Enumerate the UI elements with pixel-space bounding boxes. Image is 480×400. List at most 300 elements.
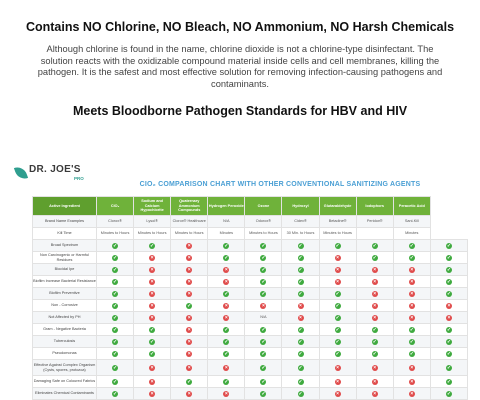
cross-icon: ×: [299, 314, 302, 321]
check-icon: ✓: [335, 242, 340, 249]
cross-icon: ×: [187, 314, 191, 321]
table-cell: [393, 348, 430, 360]
cross-icon: ×: [410, 266, 414, 273]
table-cell: [134, 264, 171, 276]
table-cell: Clorox® Healthcare: [171, 216, 208, 228]
table-cell: [282, 240, 319, 252]
table-cell: [393, 264, 430, 276]
table-cell: Minutes to Hours: [171, 228, 208, 240]
table-cell: [134, 240, 171, 252]
dr-joes-logo: [16, 163, 86, 185]
check-icon: ✓: [335, 326, 340, 333]
table-cell: [319, 336, 356, 348]
table-cell: [282, 288, 319, 300]
table-cell: [356, 252, 393, 264]
check-icon: ✓: [112, 326, 118, 333]
table-cell: [171, 388, 208, 400]
table-cell: [282, 312, 319, 324]
table-cell: [393, 312, 430, 324]
table-cell: N/A: [208, 216, 245, 228]
table-cell: [245, 288, 282, 300]
table-row: [33, 276, 468, 288]
cross-icon: ×: [447, 302, 451, 309]
table-row: [33, 360, 468, 376]
table-cell: [208, 264, 245, 276]
table-row: [33, 312, 468, 324]
check-icon: ✓: [112, 314, 118, 321]
table-cell: [282, 348, 319, 360]
table-row: [33, 324, 468, 336]
check-icon: ✓: [261, 350, 266, 357]
table-row: [33, 288, 468, 300]
check-icon: ✓: [261, 338, 266, 345]
table-cell: Cidex®: [282, 216, 319, 228]
table-cell: [208, 336, 245, 348]
table-cell: [319, 324, 356, 336]
table-cell: [171, 240, 208, 252]
check-icon: ✓: [446, 338, 452, 345]
check-icon: ✓: [112, 266, 118, 273]
cross-icon: ×: [187, 338, 191, 345]
comparison-chart-title: CIO₂ COMPARISON CHART WITH OTHER CONVENTIONAL SANITIZING AGENTS: [139, 181, 421, 188]
check-icon: ✓: [298, 326, 303, 333]
cross-icon: ×: [373, 378, 377, 385]
table-cell: [282, 264, 319, 276]
table-cell: [245, 264, 282, 276]
heading-no-chlorine: Contains NO Chlorine, NO Bleach, NO Ammonium, NO Harsh Chemicals: [25, 20, 455, 34]
cross-icon: ×: [447, 314, 451, 321]
table-cell: [319, 240, 356, 252]
table-cell: [356, 300, 393, 312]
cross-icon: ×: [336, 378, 340, 385]
table-cell: [282, 388, 319, 400]
row-label: Brand Name Examples: [33, 216, 97, 228]
table-cell: [319, 276, 356, 288]
check-icon: ✓: [446, 326, 452, 333]
table-cell: [208, 360, 245, 376]
check-icon: ✓: [261, 390, 266, 397]
cross-icon: ×: [150, 378, 154, 385]
row-label: Eliminates Chemical Contaminants: [33, 388, 97, 400]
column-header: Hydrogen Peroxide: [208, 197, 245, 216]
table-cell: [208, 276, 245, 288]
check-icon: ✓: [150, 326, 155, 333]
cross-icon: ×: [187, 350, 191, 357]
check-icon: ✓: [335, 314, 340, 321]
table-cell: [430, 360, 467, 376]
row-label: Biocidal Ipe: [33, 264, 97, 276]
table-cell: [430, 276, 467, 288]
table-cell: [97, 360, 134, 376]
table-cell: [393, 388, 430, 400]
check-icon: ✓: [409, 242, 414, 249]
column-header: Sodium and Calcium Hypochlorite: [134, 197, 171, 216]
table-cell: Minutes to Hours: [97, 228, 134, 240]
table-cell: [282, 336, 319, 348]
table-row: [33, 216, 468, 228]
table-cell: [208, 376, 245, 388]
cross-icon: ×: [187, 266, 191, 273]
cross-icon: ×: [150, 302, 154, 309]
table-cell: [282, 252, 319, 264]
table-cell: [319, 252, 356, 264]
table-cell: [97, 252, 134, 264]
description-paragraph: Although chlorine is found in the name, chlorine dioxide is not a chlorine-type disinfectant. The solution reacts with the oxidizable compound material inside cells and cell membranes, killing the pathogen. It is the safest and most effective solution for removing infection-causing pathogens and contaminants.: [37, 44, 443, 89]
table-cell: [430, 376, 467, 388]
cross-icon: ×: [187, 254, 191, 261]
table-cell: [356, 288, 393, 300]
table-cell: [171, 264, 208, 276]
check-icon: ✓: [335, 350, 340, 357]
cross-icon: ×: [187, 242, 191, 249]
table-cell: [208, 252, 245, 264]
table-cell: [319, 264, 356, 276]
table-cell: [245, 324, 282, 336]
check-icon: ✓: [261, 278, 266, 285]
cross-icon: ×: [187, 278, 191, 285]
check-icon: ✓: [372, 326, 377, 333]
table-cell: Lysol®: [134, 216, 171, 228]
table-row: [33, 300, 468, 312]
table-cell: [356, 388, 393, 400]
check-icon: ✓: [261, 266, 266, 273]
cross-icon: ×: [224, 364, 228, 371]
table-cell: [356, 336, 393, 348]
check-icon: ✓: [224, 326, 229, 333]
check-icon: ✓: [112, 338, 118, 345]
table-cell: [208, 288, 245, 300]
check-icon: ✓: [187, 378, 192, 385]
cross-icon: ×: [410, 364, 414, 371]
check-icon: ✓: [446, 290, 452, 297]
column-header: Ozone: [245, 197, 282, 216]
table-cell: [134, 276, 171, 288]
check-icon: ✓: [409, 338, 414, 345]
table-cell: Minutes: [208, 228, 245, 240]
check-icon: ✓: [261, 364, 266, 371]
table-cell: [97, 264, 134, 276]
table-cell: [430, 300, 467, 312]
table-cell: [208, 300, 245, 312]
table-cell: [393, 336, 430, 348]
table-cell: [171, 360, 208, 376]
cross-icon: ×: [224, 390, 228, 397]
table-cell: [171, 288, 208, 300]
cross-icon: ×: [410, 302, 414, 309]
row-label: Kill Time: [33, 228, 97, 240]
cross-icon: ×: [373, 314, 377, 321]
table-cell: [430, 240, 467, 252]
table-cell: [97, 336, 134, 348]
table-cell: [97, 276, 134, 288]
table-cell: [97, 388, 134, 400]
table-cell: [356, 240, 393, 252]
table-row: [33, 252, 468, 264]
table-cell: [430, 264, 467, 276]
table-row: [33, 228, 468, 240]
heading-bloodborne: Meets Bloodborne Pathogen Standards for HBV and HIV: [72, 104, 408, 118]
table-cell: [393, 376, 430, 388]
table-cell: [356, 324, 393, 336]
check-icon: ✓: [150, 350, 155, 357]
cross-icon: ×: [336, 390, 340, 397]
check-icon: ✓: [335, 338, 340, 345]
table-cell: [97, 324, 134, 336]
check-icon: ✓: [112, 350, 118, 357]
cross-icon: ×: [410, 278, 414, 285]
leaf-icon: [14, 165, 28, 182]
table-header-row: [33, 197, 468, 216]
table-cell: 30 Min. to Hours: [282, 228, 319, 240]
check-icon: ✓: [446, 364, 452, 371]
table-cell: [245, 300, 282, 312]
table-cell: [171, 252, 208, 264]
table-cell: Sani-Kill: [393, 216, 430, 228]
table-cell: [282, 360, 319, 376]
check-icon: ✓: [446, 378, 452, 385]
table-cell: [171, 312, 208, 324]
check-icon: ✓: [224, 378, 229, 385]
table-cell: [97, 300, 134, 312]
cross-icon: ×: [373, 364, 377, 371]
table-row: [33, 388, 468, 400]
cross-icon: ×: [373, 390, 377, 397]
table-cell: [245, 360, 282, 376]
table-cell: [97, 348, 134, 360]
check-icon: ✓: [335, 302, 340, 309]
table-cell: [282, 300, 319, 312]
table-cell: [134, 312, 171, 324]
table-cell: [393, 240, 430, 252]
check-icon: ✓: [224, 338, 229, 345]
table-cell: [134, 360, 171, 376]
row-label: Non Carcinogenic or Harmful Residues: [33, 252, 97, 264]
check-icon: ✓: [112, 278, 118, 285]
table-cell: Minutes to Hours: [134, 228, 171, 240]
table-cell: [356, 228, 393, 240]
check-icon: ✓: [112, 364, 118, 371]
table-cell: [171, 324, 208, 336]
table-cell: [245, 348, 282, 360]
table-cell: [171, 276, 208, 288]
table-cell: [430, 324, 467, 336]
cross-icon: ×: [224, 314, 228, 321]
row-label: Effective Against Complex Organism (Cysts, spores, protozoa): [33, 360, 97, 376]
table-cell: [393, 324, 430, 336]
check-icon: ✓: [112, 390, 118, 397]
check-icon: ✓: [298, 242, 303, 249]
table-cell: [134, 252, 171, 264]
cross-icon: ×: [150, 364, 154, 371]
table-cell: [245, 240, 282, 252]
check-icon: ✓: [372, 338, 377, 345]
check-icon: ✓: [224, 290, 229, 297]
cross-icon: ×: [187, 364, 191, 371]
cross-icon: ×: [410, 314, 414, 321]
cross-icon: ×: [373, 302, 377, 309]
check-icon: ✓: [261, 254, 266, 261]
check-icon: ✓: [446, 350, 452, 357]
cross-icon: ×: [261, 302, 265, 309]
check-icon: ✓: [261, 242, 266, 249]
table-cell: [319, 348, 356, 360]
check-icon: ✓: [372, 242, 377, 249]
check-icon: ✓: [409, 254, 414, 261]
check-icon: ✓: [298, 390, 303, 397]
table-cell: N/A: [245, 312, 282, 324]
cross-icon: ×: [410, 378, 414, 385]
check-icon: ✓: [298, 290, 303, 297]
cross-icon: ×: [336, 278, 340, 285]
check-icon: ✓: [372, 350, 377, 357]
check-icon: ✓: [224, 242, 229, 249]
cross-icon: ×: [410, 390, 414, 397]
check-icon: ✓: [150, 338, 155, 345]
table-cell: [356, 312, 393, 324]
table-cell: [134, 324, 171, 336]
cross-icon: ×: [150, 278, 154, 285]
cross-icon: ×: [299, 302, 302, 309]
table-cell: [208, 388, 245, 400]
table-cell: [356, 348, 393, 360]
row-label: Broad Spectrum: [33, 240, 97, 252]
table-cell: [97, 376, 134, 388]
cross-icon: ×: [410, 290, 414, 297]
column-header: Hydroxyl: [282, 197, 319, 216]
cross-icon: ×: [150, 254, 154, 261]
table-cell: [430, 388, 467, 400]
check-icon: ✓: [372, 254, 377, 261]
table-cell: [393, 360, 430, 376]
table-cell: [134, 288, 171, 300]
check-icon: ✓: [409, 350, 414, 357]
cross-icon: ×: [373, 278, 377, 285]
check-icon: ✓: [224, 350, 229, 357]
cross-icon: ×: [336, 364, 340, 371]
table-cell: [430, 312, 467, 324]
table-cell: [208, 324, 245, 336]
cross-icon: ×: [187, 290, 191, 297]
table-cell: [319, 360, 356, 376]
check-icon: ✓: [112, 242, 118, 249]
table-cell: [245, 388, 282, 400]
check-icon: ✓: [298, 350, 303, 357]
row-label: Non - Corrosive: [33, 300, 97, 312]
logo-name: DR. JOE'S: [29, 164, 81, 175]
table-cell: [245, 276, 282, 288]
table-cell: [282, 376, 319, 388]
check-icon: ✓: [409, 326, 414, 333]
table-cell: [171, 376, 208, 388]
table-cell: [356, 276, 393, 288]
cross-icon: ×: [224, 278, 228, 285]
table-cell: [208, 348, 245, 360]
column-header: Peracetic Acid: [393, 197, 430, 216]
table-cell: [430, 348, 467, 360]
row-label: Pseudomonas: [33, 348, 97, 360]
table-cell: [282, 276, 319, 288]
check-icon: ✓: [298, 266, 303, 273]
check-icon: ✓: [261, 378, 266, 385]
table-cell: Minutes: [393, 228, 430, 240]
table-cell: [171, 336, 208, 348]
check-icon: ✓: [298, 364, 303, 371]
table-cell: [393, 300, 430, 312]
check-icon: ✓: [112, 302, 118, 309]
check-icon: ✓: [335, 290, 340, 297]
table-cell: Betadine®: [319, 216, 356, 228]
table-cell: [208, 240, 245, 252]
check-icon: ✓: [150, 242, 155, 249]
row-label: Biofilm Preventive: [33, 288, 97, 300]
table-cell: [319, 376, 356, 388]
table-cell: [319, 312, 356, 324]
table-cell: [134, 348, 171, 360]
check-icon: ✓: [261, 326, 266, 333]
check-icon: ✓: [446, 278, 452, 285]
table-cell: [134, 376, 171, 388]
check-icon: ✓: [446, 242, 452, 249]
table-cell: [134, 388, 171, 400]
check-icon: ✓: [446, 254, 452, 261]
table-cell: Minutes to Hours: [319, 228, 356, 240]
cross-icon: ×: [150, 390, 154, 397]
check-icon: ✓: [112, 378, 118, 385]
cross-icon: ×: [336, 254, 340, 261]
cross-icon: ×: [224, 302, 228, 309]
column-header: Glutaraldehyde: [319, 197, 356, 216]
logo-sub: PRO: [74, 176, 84, 181]
table-cell: [134, 300, 171, 312]
table-cell: [171, 300, 208, 312]
column-header: Quaternary Ammonium Compounds: [171, 197, 208, 216]
cross-icon: ×: [150, 290, 154, 297]
table-cell: [356, 264, 393, 276]
table-cell: [319, 300, 356, 312]
cross-icon: ×: [373, 266, 377, 273]
comparison-table: [32, 196, 468, 400]
table-cell: [97, 312, 134, 324]
table-cell: Odorox®: [245, 216, 282, 228]
check-icon: ✓: [298, 338, 303, 345]
table-row: [33, 376, 468, 388]
table-cell: Peridox®: [356, 216, 393, 228]
column-header: ClO₂: [97, 197, 134, 216]
table-cell: Minutes to Hours: [245, 228, 282, 240]
cross-icon: ×: [336, 266, 340, 273]
table-cell: [356, 376, 393, 388]
table-cell: [245, 376, 282, 388]
check-icon: ✓: [446, 390, 452, 397]
table-cell: [356, 360, 393, 376]
table-cell: [319, 388, 356, 400]
row-label: Tuberculosis: [33, 336, 97, 348]
cross-icon: ×: [150, 314, 154, 321]
row-label: Not Affected by PH: [33, 312, 97, 324]
column-header: Iodophors: [356, 197, 393, 216]
check-icon: ✓: [261, 290, 266, 297]
table-cell: [208, 312, 245, 324]
row-label: Biofilm Increase Bacterial Resistance: [33, 276, 97, 288]
check-icon: ✓: [298, 254, 303, 261]
table-cell: [245, 336, 282, 348]
table-cell: [319, 288, 356, 300]
table-row: [33, 264, 468, 276]
cross-icon: ×: [187, 326, 191, 333]
check-icon: ✓: [224, 254, 229, 261]
check-icon: ✓: [298, 378, 303, 385]
cross-icon: ×: [187, 390, 191, 397]
